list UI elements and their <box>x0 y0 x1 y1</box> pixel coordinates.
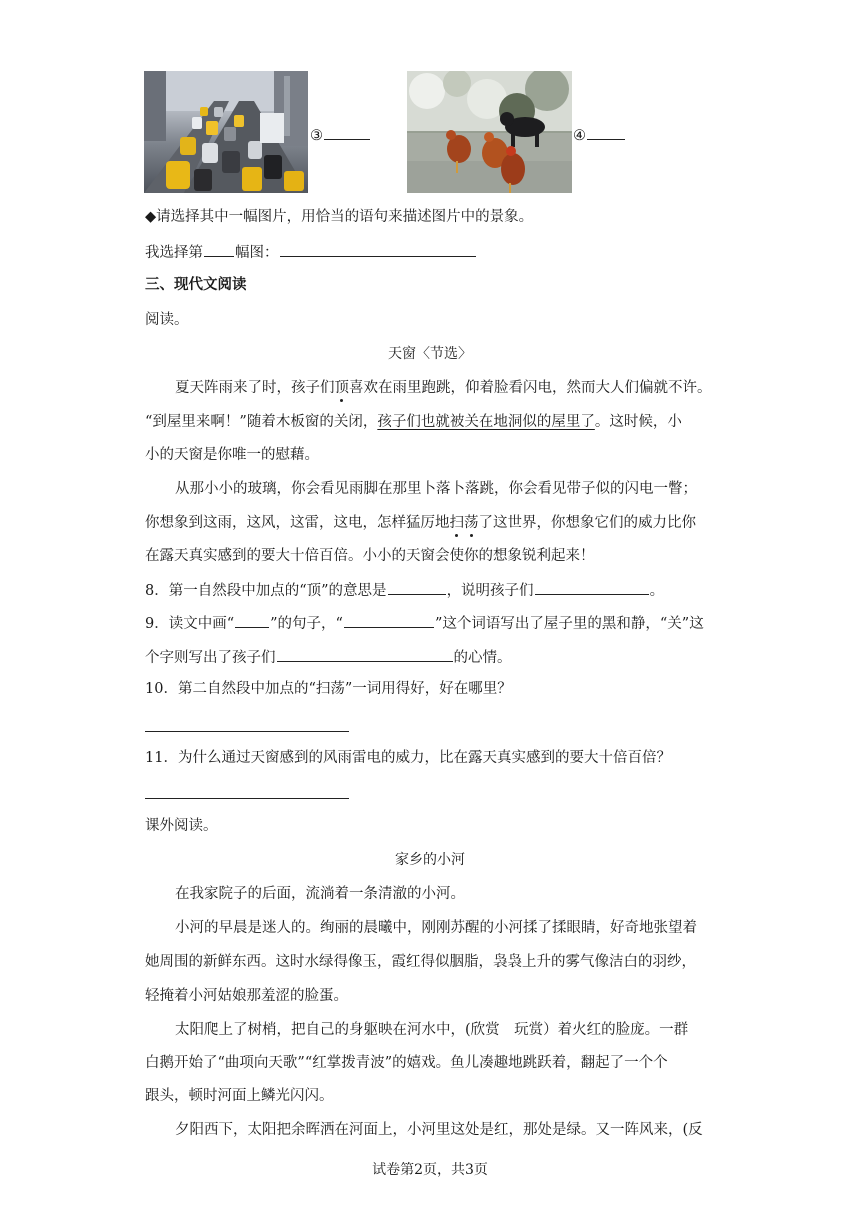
choice-description-blank[interactable] <box>280 241 476 257</box>
chickens-photo <box>407 71 572 193</box>
passage-1-text: 了这世界，你想象它们的威力比你 <box>478 515 696 531</box>
passage-2-title: 家乡的小河 <box>395 852 465 868</box>
question-9-line-2 <box>145 646 512 668</box>
passage-1-text: 喜欢在雨里跑跳，仰着脸看闪电，然而大人们偏就不许。 <box>349 380 712 396</box>
section-3-title: 三、现代文阅读 <box>145 276 247 293</box>
passage-2-p3-line-2: 白鹅开始了“曲项向天歌”“红掌拨青波”的嬉戏。鱼儿凑趣地跳跃着，翻起了一个个 <box>145 1055 668 1071</box>
dotted-char-ding: 顶 <box>334 380 349 396</box>
question-8-blank-2[interactable] <box>535 579 649 595</box>
passage-2-p1: 在我家院子的后面，流淌着一条清澈的小河。 <box>175 886 465 902</box>
passage-1-p2-line-1: 从那小小的玻璃，你会看见雨脚在那里卜落卜落跳，你会看见带子似的闪电一瞥； <box>175 481 697 497</box>
image-3-label <box>310 124 371 146</box>
question-8-text: 。 <box>649 583 665 599</box>
passage-1-line-1 <box>175 378 712 398</box>
passage-1-text: “到屋里来啊！”随着木板窗的关闭， <box>145 414 378 430</box>
passage-2-p3-line-1: 太阳爬上了树梢，把自己的身躯映在河水中，(欣赏 玩赏）着火红的脸庞。一群 <box>175 1022 689 1038</box>
question-8-blank-1[interactable] <box>388 579 446 595</box>
extra-reading-label: 课外阅读。 <box>145 818 218 834</box>
question-9-blank-1[interactable] <box>235 612 269 628</box>
passage-1-title: 天窗〈节选〉 <box>388 346 472 362</box>
passage-1-p2-line-2 <box>145 513 696 533</box>
choice-prefix: 我选择第 <box>145 245 203 261</box>
passage-1-text: 你想象到这雨，这风，这雷，这电，怎样猛厉地 <box>145 515 450 531</box>
question-9-text: 9．读文中画“ <box>145 616 235 632</box>
question-9-blank-3[interactable] <box>277 646 453 662</box>
question-8 <box>145 579 664 601</box>
passage-1-text: 夏天阵雨来了时，孩子们 <box>175 380 335 396</box>
image-3-blank[interactable] <box>324 124 370 140</box>
dotted-char-dang: 荡 <box>464 515 479 531</box>
passage-1-p2-line-3: 在露天真实感到的要大十倍百倍。小小的天窗会使你的想象锐利起来！ <box>145 548 595 564</box>
question-11-answer-line[interactable] <box>145 798 349 799</box>
passage-1-line-3: 小的天窗是你唯一的慰藉。 <box>145 447 319 463</box>
passage-2-p3-line-3: 跟头，顿时河面上鳞光闪闪。 <box>145 1088 334 1104</box>
image-4-marker: ④ <box>573 128 586 144</box>
passage-2-p4-line-1: 夕阳西下，太阳把余晖洒在河面上，小河里这处是红，那处是绿。又一阵风来，(反 <box>175 1122 703 1138</box>
read-label: 阅读。 <box>145 312 189 328</box>
question-8-text: ，说明孩子们 <box>446 583 534 599</box>
image-4-label <box>573 124 626 146</box>
passage-1-text: 。这时候，小 <box>594 414 682 430</box>
traffic-photo <box>144 71 308 193</box>
underlined-sentence: 孩子们也就被关在地洞似的屋里了 <box>377 414 595 430</box>
passage-1-line-2 <box>145 412 682 432</box>
question-9-line-1 <box>145 612 704 634</box>
question-10-answer-line[interactable] <box>145 731 349 732</box>
passage-2-p2-line-2: 她周围的新鲜东西。这时水绿得像玉，霞红得似胭脂，袅袅上升的雾气像洁白的羽纱， <box>145 954 696 970</box>
question-10: 10．第二自然段中加点的“扫荡”一词用得好，好在哪里？ <box>145 681 512 697</box>
choice-number-blank[interactable] <box>204 241 234 257</box>
traffic-illustration <box>144 71 308 193</box>
passage-2-p2-line-1: 小河的早晨是迷人的。绚丽的晨曦中，刚刚苏醒的小河揉了揉眼睛，好奇地张望着 <box>175 920 697 936</box>
describe-instruction: ◆请选择其中一幅图片，用恰当的语句来描述图片中的景象。 <box>145 209 534 225</box>
image-4-blank[interactable] <box>587 124 625 140</box>
question-9-text: ”这个词语写出了屋子里的黑和静，“关”这 <box>434 616 704 632</box>
passage-2-p2-line-3: 轻掩着小河姑娘那羞涩的脸蛋。 <box>145 988 348 1004</box>
question-9-text: 个字则写出了孩子们 <box>145 650 276 666</box>
question-9-blank-2[interactable] <box>344 612 434 628</box>
choice-line <box>145 241 477 263</box>
choice-middle: 幅图： <box>235 245 279 261</box>
question-9-text: ”的句子，“ <box>270 616 343 632</box>
page-footer: 试卷第2页，共3页 <box>372 1162 488 1178</box>
question-8-text: 8．第一自然段中加点的“顶”的意思是 <box>145 583 387 599</box>
image-3-marker: ③ <box>310 128 323 144</box>
dotted-char-sao: 扫 <box>449 515 464 531</box>
question-11: 11．为什么通过天窗感到的风雨雷电的威力，比在露天真实感到的要大十倍百倍？ <box>145 750 671 766</box>
question-9-text: 的心情。 <box>453 650 512 666</box>
chickens-illustration <box>407 71 572 193</box>
